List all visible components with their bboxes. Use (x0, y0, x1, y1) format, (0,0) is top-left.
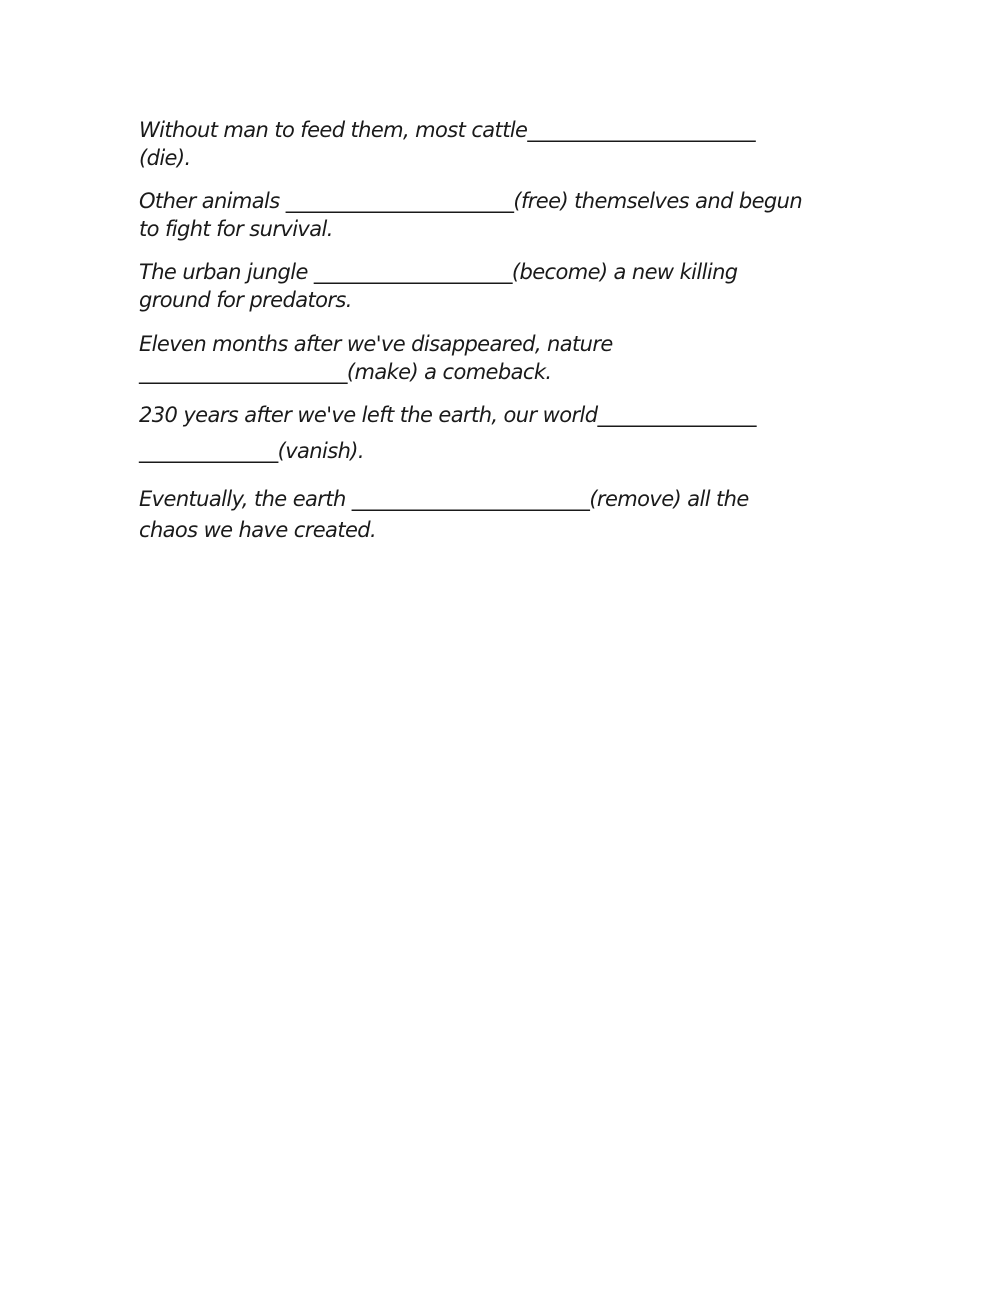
sentence-3-line-1: The urban jungle ____________________(become) a new killing (139, 260, 738, 284)
sentence-5-line-2: ______________(vanish). (139, 439, 364, 463)
sentence-6-line-2: chaos we have created. (139, 518, 377, 542)
sentence-1-line-1: Without man to feed them, most cattle_______________________ (139, 118, 756, 142)
sentence-5-line-1: 230 years after we've left the earth, our world________________ (139, 403, 756, 427)
sentence-2-line-2: to fight for survival. (139, 217, 333, 241)
sentence-4-line-2: _____________________(make) a comeback. (139, 360, 552, 384)
sentence-2-line-1: Other animals _______________________(free) themselves and begun (139, 189, 803, 213)
sentence-6-line-1: Eventually, the earth ________________________(remove) all the (139, 487, 749, 511)
sentence-4-line-1: Eleven months after we've disappeared, nature (139, 332, 613, 356)
sentence-1-line-2: (die). (139, 146, 191, 170)
sentence-3-line-2: ground for predators. (139, 288, 352, 312)
